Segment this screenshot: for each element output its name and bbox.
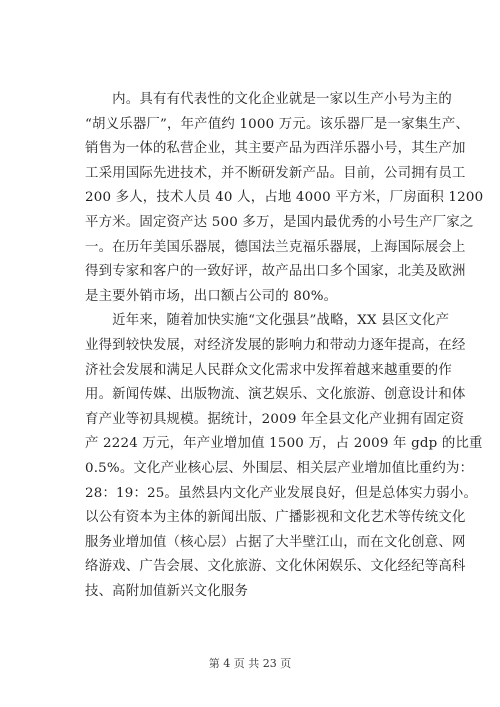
text-line: 服务业增加值（核心层）占据了大半壁江山，而在文化创意、网 bbox=[85, 534, 466, 550]
text-line: 200 多人，技术人员 40 人，占地 4000 平方米，厂房面积 1200 bbox=[85, 190, 484, 206]
text-line: “胡义乐器厂”，年产值约 1000 万元。该乐器厂是一家集生产、 bbox=[85, 116, 470, 132]
text-line: 平方米。固定资产达 500 多万，是国内最优秀的小号生产厂家之 bbox=[85, 214, 474, 230]
text-line: 育产业等初具规模。据统计，2009 年全县文化产业拥有固定资 bbox=[85, 411, 465, 427]
text-line: 是主要外销市场，出口额占公司的 80%。 bbox=[85, 288, 338, 304]
text-line: 用。新闻传媒、出版物流、演艺娱乐、文化旅游、创意设计和体 bbox=[85, 387, 466, 403]
text-line: 0.5%。文化产业核心层、外围层、相关层产业增加值比重约为： bbox=[85, 460, 474, 476]
text-line: 产 2224 万元，年产业增加值 1500 万，占 2009 年 gdp 的比重 bbox=[85, 436, 483, 452]
text-line: 络游戏、广告会展、文化旅游、文化休闲娱乐、文化经纪等高科 bbox=[85, 559, 466, 575]
body-text bbox=[85, 88, 484, 604]
text-line: 以公有资本为主体的新闻出版、广播影视和文化艺术等传统文化 bbox=[85, 510, 466, 526]
text-line: 济社会发展和满足人民群众文化需求中发挥着越来越重要的作 bbox=[85, 362, 452, 378]
text-line: 工采用国际先进技术，并不断研发新产品。目前，公司拥有员工 bbox=[85, 165, 466, 181]
text-line: 一。在历年美国乐器展，德国法兰克福乐器展，上海国际展会上 bbox=[85, 239, 466, 255]
text-line: 得到专家和客户的一致好评，故产品出口多个国家，北美及欧洲 bbox=[85, 264, 466, 280]
text-line: 近年来，随着加快实施“文化强县”战略，XX 县区文化产 bbox=[85, 313, 450, 329]
text-line: 销售为一体的私营企业，其主要产品为西洋乐器小号，其生产加 bbox=[85, 141, 466, 157]
text-line: 业得到较快发展，对经济发展的影响力和带动力逐年提高，在经 bbox=[85, 337, 466, 353]
text-line: 技、高附加值新兴文化服务 bbox=[85, 583, 249, 599]
page-number-footer: 第 4 页 共 23 页 bbox=[208, 657, 292, 670]
text-line: 28：19：25。虽然县内文化产业发展良好，但是总体实力弱小。 bbox=[85, 485, 478, 501]
text-line: 内。具有有代表性的文化企业就是一家以生产小号为主的 bbox=[85, 92, 452, 107]
